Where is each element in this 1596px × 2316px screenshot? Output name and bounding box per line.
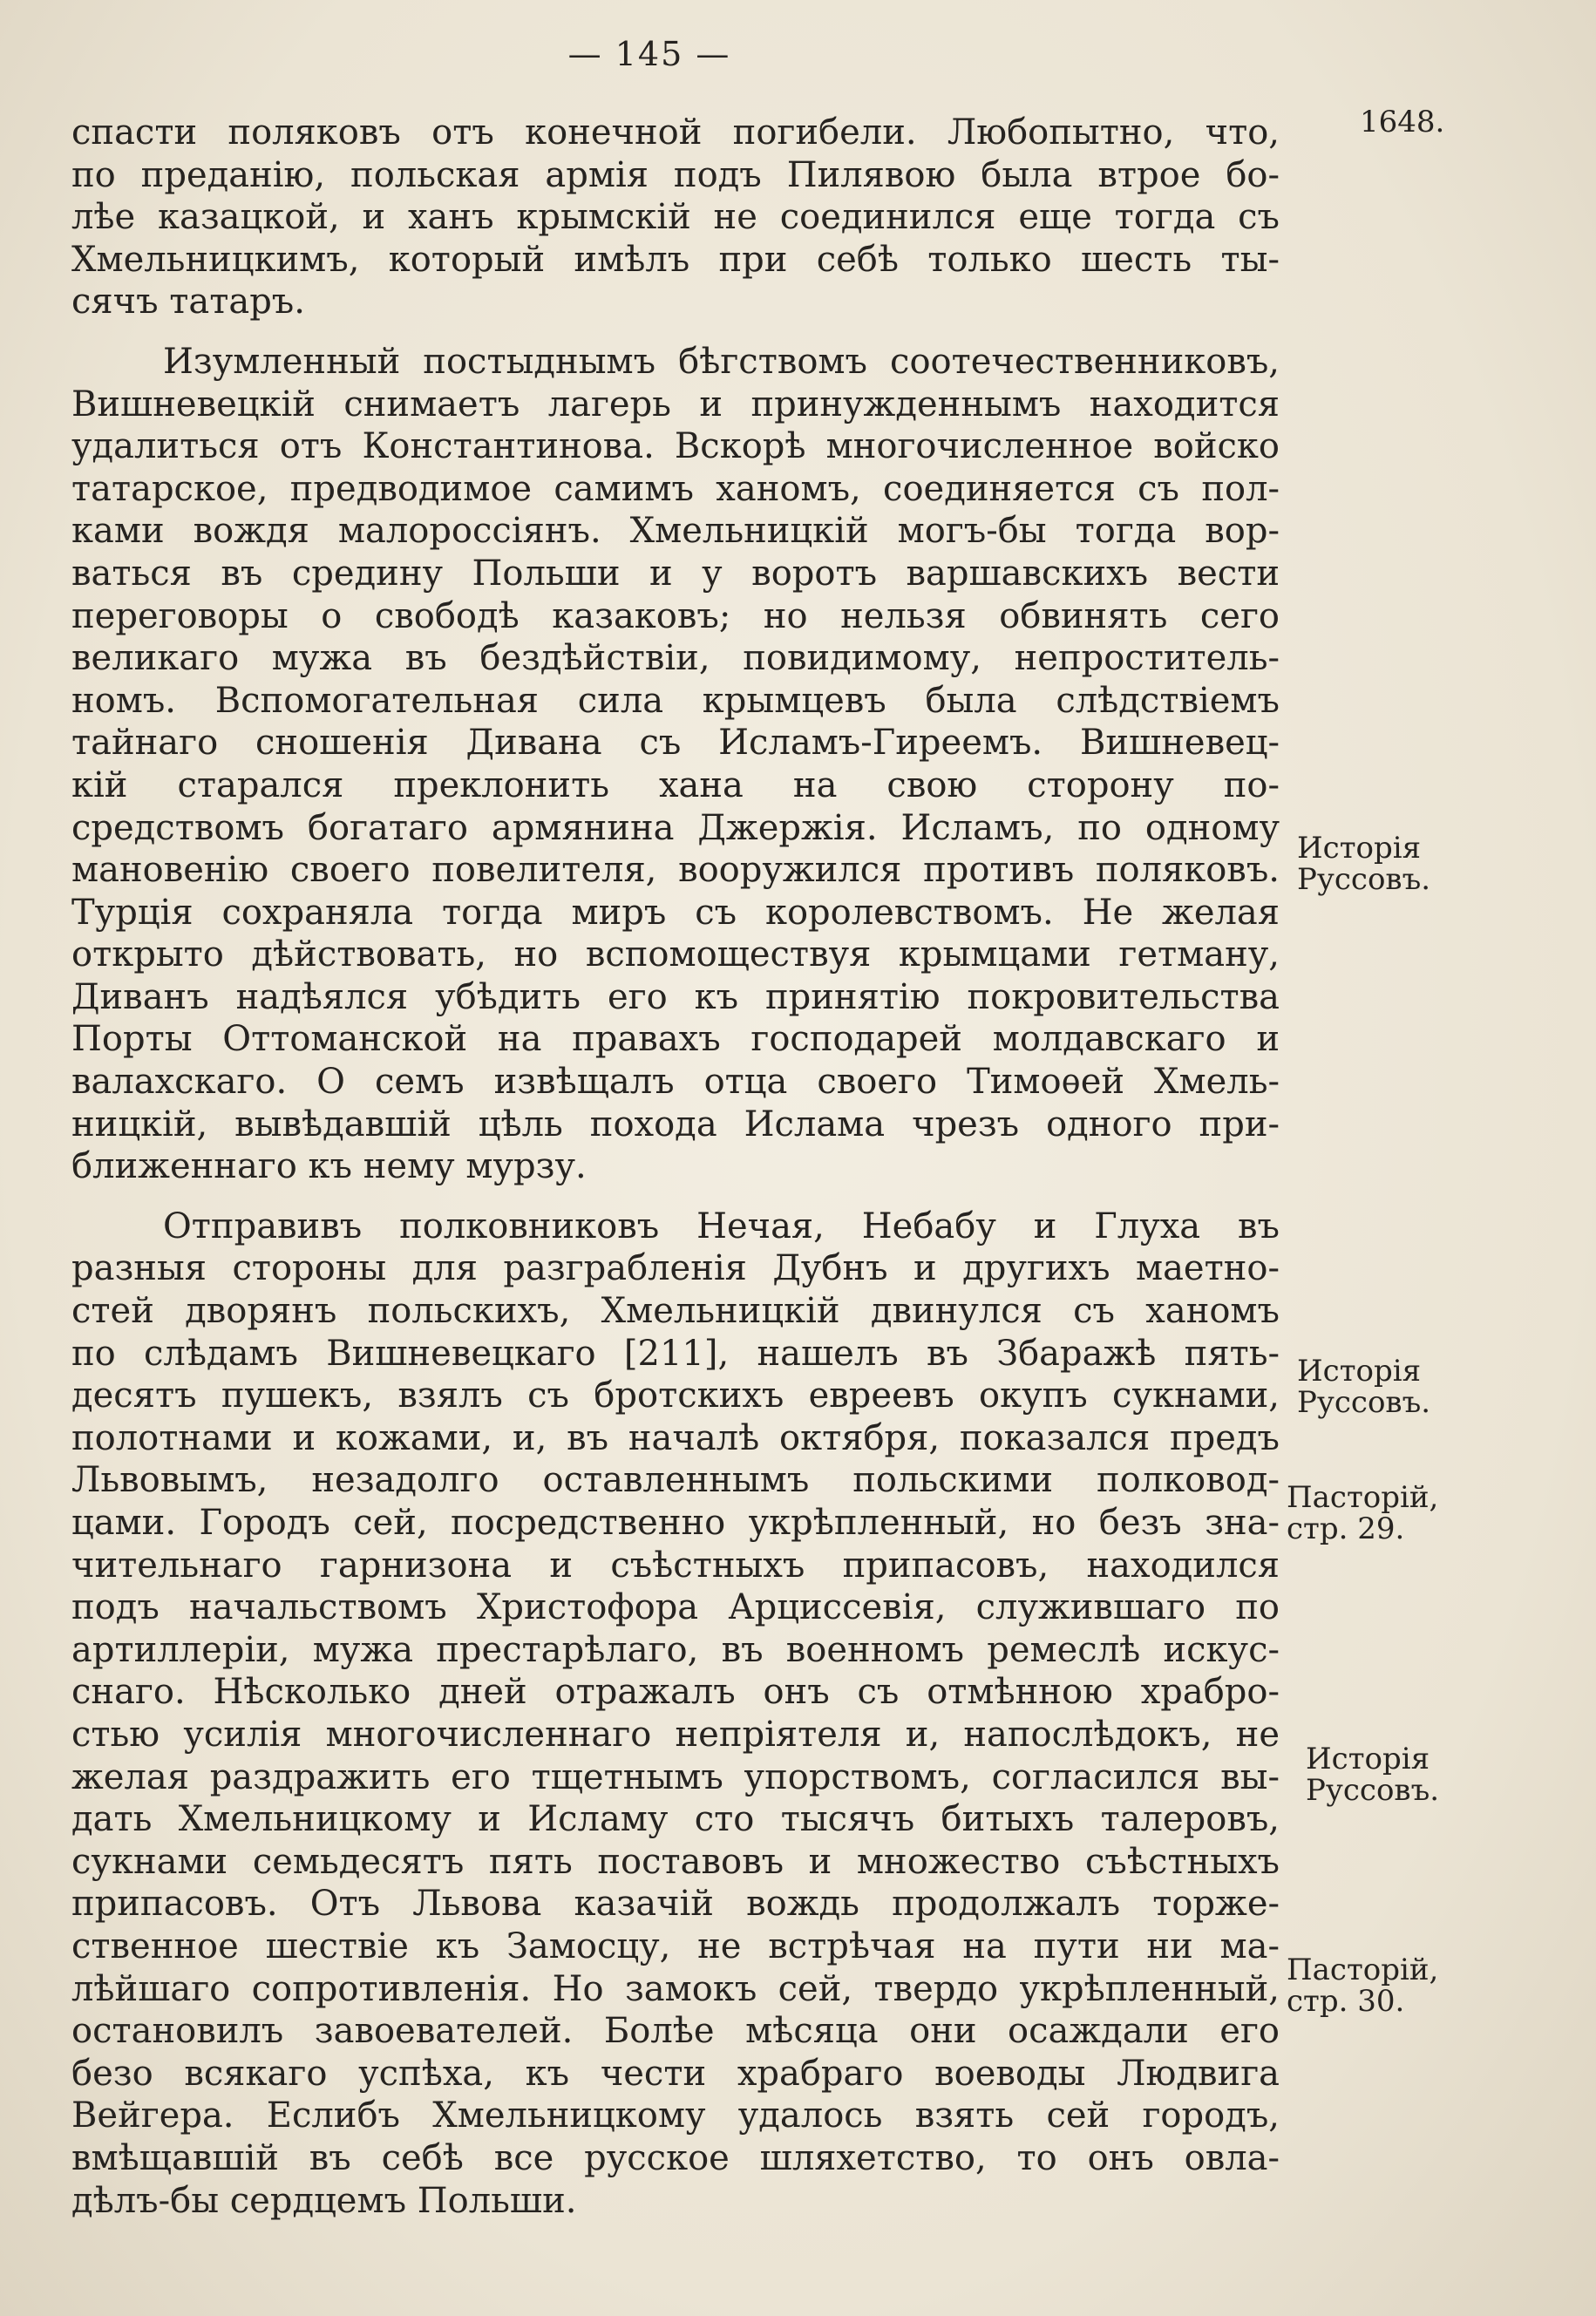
text-line: чительнаго гарнизона и съѣстныхъ припасовъ, находился — [71, 1545, 1280, 1586]
text-line: дѣлъ-бы сердцемъ Польши. — [71, 2180, 577, 2221]
margin-note-istoria-russov-3 — [1306, 1743, 1439, 1806]
text-line: Турція сохраняла тогда миръ съ королевствомъ. Не желая — [71, 892, 1280, 933]
text-line: подъ начальствомъ Христофора Арциссевія, служившаго по — [71, 1587, 1280, 1628]
text-line: Львовымъ, незадолго оставленнымъ польскими полковод- — [71, 1460, 1280, 1501]
text-line: по слѣдамъ Вишневецкаго [211], нашелъ въ Збаражѣ пять- — [71, 1333, 1280, 1374]
text-line: Хмельницкимъ, который имѣлъ при себѣ только шесть ты- — [71, 239, 1280, 280]
text-line: сячъ татаръ. — [71, 282, 305, 323]
text-line: номъ. Вспомогательная сила крымцевъ была слѣдствіемъ — [71, 680, 1280, 721]
text-line: тайнаго сношенія Дивана съ Исламъ-Гиреемъ. Вишневец- — [71, 723, 1280, 764]
margin-note-line: Исторія — [1297, 1354, 1422, 1389]
margin-note-line: стр. 30. — [1287, 1984, 1405, 2019]
text-line: Вишневецкій снимаетъ лагерь и принужденнымъ находится — [71, 384, 1280, 424]
paragraph-3 — [71, 1206, 1280, 2222]
text-line: дать Хмельницкому и Исламу сто тысячъ битыхъ талеровъ, — [71, 1799, 1280, 1840]
text-line: остановилъ завоевателей. Болѣе мѣсяца они осаждали его — [71, 2011, 1280, 2052]
text-line: Изумленный постыднымъ бѣгствомъ соотечественниковъ, — [163, 341, 1280, 382]
margin-note-istoria-russov-1 — [1297, 832, 1430, 895]
margin-note-line: Руссовъ. — [1297, 1385, 1431, 1420]
text-line: цами. Городъ сей, посредственно укрѣпленный, но безъ зна- — [71, 1503, 1280, 1543]
text-line: лѣе казацкой, и ханъ крымскій не соединился еще тогда съ — [71, 197, 1280, 238]
text-line: великаго мужа въ бездѣйствіи, повидимому, непроститель- — [71, 638, 1280, 679]
text-line: кій старался преклонить хана на свою сторону по- — [71, 764, 1280, 805]
text-line: ственное шествіе къ Замосцу, не встрѣчая на пути ни ма- — [71, 1925, 1280, 1966]
text-line: татарское, предводимое самимъ ханомъ, соединяется съ пол- — [71, 468, 1280, 509]
text-line: вмѣщавшій въ себѣ все русское шляхетство, то онъ овла- — [71, 2137, 1280, 2178]
text-line: полотнами и кожами, и, въ началѣ октября, показался предъ — [71, 1417, 1280, 1458]
text-line: Отправивъ полковниковъ Нечая, Небабу и Глуха въ — [163, 1206, 1280, 1246]
text-line: по преданію, польская армія подъ Пилявою была втрое бо- — [71, 154, 1280, 195]
text-line: лѣйшаго сопротивленія. Но замокъ сей, твердо укрѣпленный, — [71, 1968, 1280, 2009]
text-line: Диванъ надѣялся убѣдить его къ принятію покровительства — [71, 976, 1280, 1017]
margin-note-line: Пасторій, — [1287, 1480, 1439, 1515]
margin-note-line: Исторія — [1306, 1742, 1430, 1776]
margin-note-istoria-russov-2 — [1297, 1355, 1430, 1418]
margin-note-line: стр. 29. — [1287, 1511, 1405, 1546]
text-line: мановенію своего повелителя, вооружился противъ поляковъ. — [71, 850, 1280, 891]
margin-note-line: Исторія — [1297, 831, 1422, 866]
margin-note-year — [1360, 106, 1444, 138]
text-line: открыто дѣйствовать, но вспомоществуя крымцами гетману, — [71, 934, 1280, 975]
text-line: средствомъ богатаго армянина Джержія. Исламъ, по одному — [71, 807, 1280, 848]
text-line: стью усилія многочисленнаго непріятеля и, напослѣдокъ, не — [71, 1714, 1280, 1755]
text-line: припасовъ. Отъ Львова казачій вождь продолжалъ торже- — [71, 1884, 1280, 1925]
text-line: сукнами семьдесятъ пять поставовъ и множество съѣстныхъ — [71, 1841, 1280, 1882]
text-line: ками вождя малороссіянъ. Хмельницкій могъ-бы тогда вор- — [71, 511, 1280, 552]
text-line: валахскаго. О семъ извѣщалъ отца своего Тимоѳей Хмель- — [71, 1062, 1280, 1103]
page-number: — 145 — — [567, 35, 731, 73]
paragraph-1 — [71, 112, 1280, 323]
body-text — [71, 112, 1280, 2222]
text-line: безо всякаго успѣха, къ чести храбраго воеводы Людвига — [71, 2053, 1280, 2094]
text-line: ницкій, вывѣдавшій цѣль похода Ислама чрезъ одного при- — [71, 1104, 1280, 1144]
text-line: разныя стороны для разграбленія Дубнъ и другихъ маетно- — [71, 1248, 1280, 1289]
text-line: удалиться отъ Константинова. Вскорѣ многочисленное войско — [71, 426, 1280, 467]
text-line: стей дворянъ польскихъ, Хмельницкій двинулся съ ханомъ — [71, 1291, 1280, 1332]
margin-note-line: Руссовъ. — [1297, 862, 1431, 897]
margin-note-pastorii-30 — [1287, 1954, 1438, 2017]
text-line: Вейгера. Еслибъ Хмельницкому удалось взять сей городъ, — [71, 2095, 1280, 2136]
text-line: десятъ пушекъ, взялъ съ бротскихъ евреевъ окупъ сукнами, — [71, 1375, 1280, 1416]
margin-note-line: Руссовъ. — [1306, 1773, 1440, 1808]
text-line: ближеннаго къ нему мурзу. — [71, 1146, 587, 1187]
paragraph-2 — [71, 341, 1280, 1188]
text-line: Порты Оттоманской на правахъ господарей молдавскаго и — [71, 1019, 1280, 1060]
text-line: снаго. Нѣсколько дней отражалъ онъ съ отмѣнною храбро- — [71, 1672, 1280, 1713]
text-line: спасти поляковъ отъ конечной погибели. Любопытно, что, — [71, 112, 1280, 153]
margin-note-pastorii-29 — [1287, 1482, 1438, 1545]
text-line: переговоры о свободѣ казаковъ; но нельзя обвинять сего — [71, 595, 1280, 636]
margin-note-line: Пасторій, — [1287, 1953, 1439, 1987]
text-line: ваться въ средину Польши и у воротъ варшавскихъ вести — [71, 553, 1280, 594]
text-line: артиллеріи, мужа престарѣлаго, въ военномъ ремеслѣ искус- — [71, 1629, 1280, 1670]
margin-note-line: 1648. — [1360, 105, 1445, 139]
text-line: желая раздражить его тщетнымъ упорствомъ, согласился вы- — [71, 1756, 1280, 1797]
